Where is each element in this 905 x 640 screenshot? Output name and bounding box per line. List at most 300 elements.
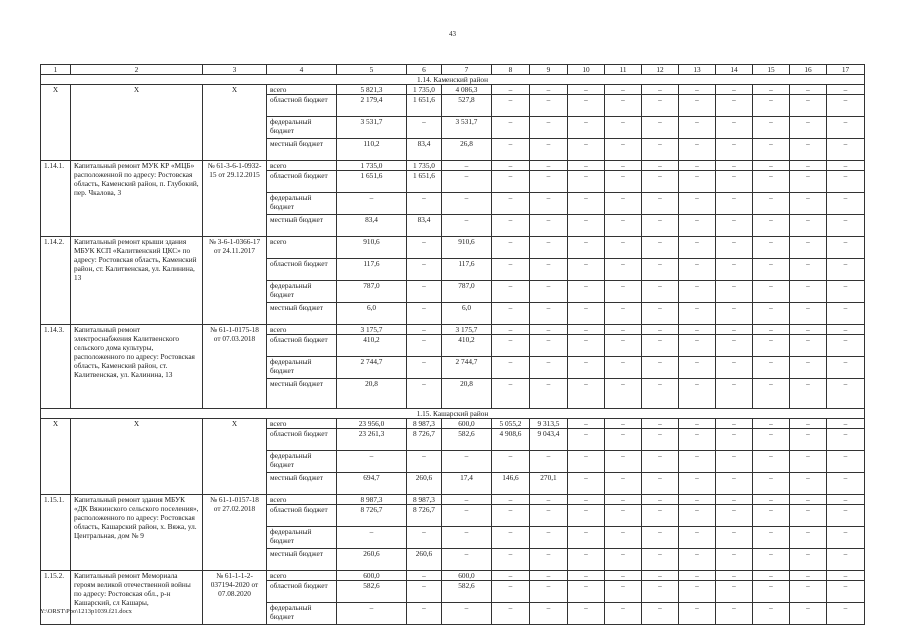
- value-c12: –: [642, 419, 679, 429]
- value-c17: –: [827, 139, 865, 161]
- value-c5: 5 821,3: [337, 85, 407, 95]
- value-c15: –: [753, 419, 790, 429]
- value-c7: 17,4: [442, 473, 492, 495]
- value-c9: –: [530, 603, 568, 625]
- item-number: 1.15.2.: [41, 571, 71, 625]
- value-c12: –: [642, 527, 679, 549]
- value-c6: 260,6: [407, 473, 442, 495]
- value-c6: 1 651,6: [407, 171, 442, 193]
- object-description: Капитальный ремонт Мемориала героям великой отечественной войны по адресу: Ростовская обл., р-н Кашарский, сл Кашары,: [71, 571, 203, 625]
- value-c8: –: [492, 193, 530, 215]
- column-number-4: 4: [267, 65, 337, 75]
- value-c17: –: [827, 419, 865, 429]
- object-description: Капитальный ремонт здания МБУК «ДК Вяжинского сельского поселения», расположенного по адресу: Ростовская область, Кашарский район, х. Вяжа, ул. Центральная, дом № 9: [71, 495, 203, 571]
- value-c11: –: [605, 303, 642, 325]
- document-reference: X: [203, 85, 267, 161]
- object-description: Капитальный ремонт крыши здания МБУК КСП «Калитвенский ЦКС» по адресу: Ростовская область, Каменский район, ст. Калитвенская, ул. Калинина, 13: [71, 237, 203, 325]
- value-c5: 23 261,3: [337, 429, 407, 451]
- value-c9: –: [530, 571, 568, 581]
- value-c16: –: [790, 419, 827, 429]
- budget-source: местный бюджет: [267, 549, 337, 571]
- value-c8: –: [492, 85, 530, 95]
- value-c16: –: [790, 85, 827, 95]
- value-c5: 3 175,7: [337, 325, 407, 335]
- value-c5: 787,0: [337, 281, 407, 303]
- column-number-17: 17: [827, 65, 865, 75]
- value-c9: –: [530, 505, 568, 527]
- value-c10: –: [568, 549, 605, 571]
- value-c7: 20,8: [442, 379, 492, 409]
- value-c7: –: [442, 215, 492, 237]
- value-c16: –: [790, 581, 827, 603]
- value-c12: –: [642, 335, 679, 357]
- value-c15: –: [753, 161, 790, 171]
- value-c14: –: [716, 527, 753, 549]
- value-c6: –: [407, 259, 442, 281]
- value-c10: –: [568, 303, 605, 325]
- value-c16: –: [790, 95, 827, 117]
- value-c16: –: [790, 259, 827, 281]
- value-c15: –: [753, 259, 790, 281]
- value-c12: –: [642, 95, 679, 117]
- value-c12: –: [642, 379, 679, 409]
- value-c17: –: [827, 171, 865, 193]
- value-c16: –: [790, 335, 827, 357]
- value-c17: –: [827, 193, 865, 215]
- value-c9: –: [530, 303, 568, 325]
- value-c6: –: [407, 193, 442, 215]
- value-c7: –: [442, 527, 492, 549]
- value-c15: –: [753, 95, 790, 117]
- value-c11: –: [605, 171, 642, 193]
- value-c11: –: [605, 95, 642, 117]
- value-c5: 117,6: [337, 259, 407, 281]
- value-c8: –: [492, 171, 530, 193]
- budget-source: областной бюджет: [267, 335, 337, 357]
- value-c11: –: [605, 419, 642, 429]
- value-c10: –: [568, 571, 605, 581]
- budget-source: всего: [267, 85, 337, 95]
- value-c9: 270,1: [530, 473, 568, 495]
- budget-source: местный бюджет: [267, 303, 337, 325]
- value-c11: –: [605, 581, 642, 603]
- value-c14: –: [716, 215, 753, 237]
- value-c17: –: [827, 505, 865, 527]
- value-c8: 5 055,2: [492, 419, 530, 429]
- document-reference: № 3-6-1-0366-17 от 24.11.2017: [203, 237, 267, 325]
- value-c11: –: [605, 85, 642, 95]
- value-c10: –: [568, 473, 605, 495]
- value-c17: –: [827, 429, 865, 451]
- document-reference: X: [203, 419, 267, 495]
- value-c9: 9 043,4: [530, 429, 568, 451]
- value-c13: –: [679, 117, 716, 139]
- value-c8: –: [492, 549, 530, 571]
- value-c15: –: [753, 549, 790, 571]
- value-c11: –: [605, 473, 642, 495]
- value-c14: –: [716, 139, 753, 161]
- value-c15: –: [753, 193, 790, 215]
- budget-source: федеральный бюджет: [267, 117, 337, 139]
- value-c13: –: [679, 193, 716, 215]
- value-c16: –: [790, 527, 827, 549]
- value-c5: 2 179,4: [337, 95, 407, 117]
- object-description: X: [71, 85, 203, 161]
- value-c6: 8 726,7: [407, 505, 442, 527]
- value-c17: –: [827, 237, 865, 259]
- value-c9: –: [530, 117, 568, 139]
- document-reference: № 61-3-6-1-0932-15 от 29.12.2015: [203, 161, 267, 237]
- value-c13: –: [679, 495, 716, 505]
- value-c8: –: [492, 237, 530, 259]
- budget-source: всего: [267, 495, 337, 505]
- value-c5: 260,6: [337, 549, 407, 571]
- value-c14: –: [716, 419, 753, 429]
- value-c13: –: [679, 85, 716, 95]
- budget-source: федеральный бюджет: [267, 357, 337, 379]
- value-c17: –: [827, 85, 865, 95]
- value-c17: –: [827, 303, 865, 325]
- budget-source: областной бюджет: [267, 95, 337, 117]
- value-c7: 582,6: [442, 429, 492, 451]
- budget-source: федеральный бюджет: [267, 281, 337, 303]
- value-c16: –: [790, 281, 827, 303]
- value-c6: –: [407, 603, 442, 625]
- value-c8: 4 908,6: [492, 429, 530, 451]
- value-c14: –: [716, 237, 753, 259]
- value-c17: –: [827, 495, 865, 505]
- object-description: X: [71, 419, 203, 495]
- column-number-row: [41, 65, 865, 75]
- value-c12: –: [642, 581, 679, 603]
- value-c15: –: [753, 451, 790, 473]
- column-number-5: 5: [337, 65, 407, 75]
- value-c15: –: [753, 429, 790, 451]
- value-c16: –: [790, 117, 827, 139]
- object-description: Капитальный ремонт МУК КР «МЦБ» расположенной по адресу: Ростовская область, Каменский район, п. Глубокий, пер. Чкалова, 3: [71, 161, 203, 237]
- value-c10: –: [568, 379, 605, 409]
- value-c11: –: [605, 527, 642, 549]
- value-c8: –: [492, 161, 530, 171]
- value-c15: –: [753, 379, 790, 409]
- value-c6: –: [407, 335, 442, 357]
- budget-source: местный бюджет: [267, 215, 337, 237]
- value-c6: 83,4: [407, 215, 442, 237]
- item-number: 1.14.1.: [41, 161, 71, 237]
- value-c6: 8 987,3: [407, 495, 442, 505]
- value-c7: 582,6: [442, 581, 492, 603]
- value-c14: –: [716, 171, 753, 193]
- budget-source: всего: [267, 325, 337, 335]
- value-c13: –: [679, 419, 716, 429]
- item-number: 1.14.3.: [41, 325, 71, 409]
- value-c8: –: [492, 325, 530, 335]
- value-c16: –: [790, 215, 827, 237]
- value-c6: 1 735,0: [407, 161, 442, 171]
- column-number-15: 15: [753, 65, 790, 75]
- column-number-11: 11: [605, 65, 642, 75]
- budget-source: местный бюджет: [267, 379, 337, 409]
- table-row: [41, 419, 865, 429]
- value-c17: –: [827, 473, 865, 495]
- value-c15: –: [753, 171, 790, 193]
- value-c9: –: [530, 527, 568, 549]
- value-c5: 410,2: [337, 335, 407, 357]
- value-c13: –: [679, 505, 716, 527]
- value-c17: –: [827, 549, 865, 571]
- value-c13: –: [679, 603, 716, 625]
- value-c12: –: [642, 571, 679, 581]
- item-number: X: [41, 85, 71, 161]
- value-c10: –: [568, 335, 605, 357]
- value-c14: –: [716, 549, 753, 571]
- value-c5: 1 651,6: [337, 171, 407, 193]
- value-c6: –: [407, 237, 442, 259]
- value-c12: –: [642, 171, 679, 193]
- value-c6: –: [407, 379, 442, 409]
- value-c16: –: [790, 303, 827, 325]
- value-c12: –: [642, 495, 679, 505]
- value-c5: 600,0: [337, 571, 407, 581]
- column-number-3: 3: [203, 65, 267, 75]
- value-c13: –: [679, 451, 716, 473]
- value-c15: –: [753, 571, 790, 581]
- value-c16: –: [790, 505, 827, 527]
- value-c16: –: [790, 193, 827, 215]
- value-c13: –: [679, 581, 716, 603]
- value-c7: 4 086,3: [442, 85, 492, 95]
- value-c8: –: [492, 139, 530, 161]
- value-c10: –: [568, 495, 605, 505]
- value-c13: –: [679, 95, 716, 117]
- value-c14: –: [716, 495, 753, 505]
- value-c7: –: [442, 505, 492, 527]
- value-c12: –: [642, 117, 679, 139]
- value-c11: –: [605, 357, 642, 379]
- budget-source: федеральный бюджет: [267, 193, 337, 215]
- value-c6: 1 735,0: [407, 85, 442, 95]
- value-c6: –: [407, 281, 442, 303]
- value-c8: –: [492, 379, 530, 409]
- value-c17: –: [827, 527, 865, 549]
- value-c7: –: [442, 193, 492, 215]
- budget-source: областной бюджет: [267, 429, 337, 451]
- value-c16: –: [790, 237, 827, 259]
- value-c5: 910,6: [337, 237, 407, 259]
- value-c13: –: [679, 171, 716, 193]
- value-c13: –: [679, 549, 716, 571]
- value-c14: –: [716, 85, 753, 95]
- column-number-9: 9: [530, 65, 568, 75]
- page-number: 43: [449, 30, 456, 38]
- value-c16: –: [790, 161, 827, 171]
- value-c13: –: [679, 429, 716, 451]
- value-c6: –: [407, 451, 442, 473]
- value-c7: –: [442, 603, 492, 625]
- value-c16: –: [790, 429, 827, 451]
- value-c5: 8 987,3: [337, 495, 407, 505]
- value-c8: 146,6: [492, 473, 530, 495]
- value-c13: –: [679, 237, 716, 259]
- value-c17: –: [827, 379, 865, 409]
- value-c13: –: [679, 139, 716, 161]
- value-c8: –: [492, 451, 530, 473]
- value-c17: –: [827, 451, 865, 473]
- budget-source: областной бюджет: [267, 581, 337, 603]
- value-c6: 8 726,7: [407, 429, 442, 451]
- value-c8: –: [492, 215, 530, 237]
- value-c11: –: [605, 215, 642, 237]
- value-c14: –: [716, 357, 753, 379]
- value-c15: –: [753, 139, 790, 161]
- value-c6: 260,6: [407, 549, 442, 571]
- value-c8: –: [492, 527, 530, 549]
- value-c17: –: [827, 357, 865, 379]
- value-c14: –: [716, 193, 753, 215]
- value-c9: –: [530, 215, 568, 237]
- value-c11: –: [605, 237, 642, 259]
- value-c6: 8 987,3: [407, 419, 442, 429]
- value-c16: –: [790, 171, 827, 193]
- value-c6: –: [407, 357, 442, 379]
- value-c9: –: [530, 451, 568, 473]
- value-c13: –: [679, 259, 716, 281]
- value-c7: –: [442, 549, 492, 571]
- budget-source: всего: [267, 237, 337, 259]
- value-c7: 600,0: [442, 571, 492, 581]
- value-c11: –: [605, 549, 642, 571]
- column-number-10: 10: [568, 65, 605, 75]
- value-c6: –: [407, 571, 442, 581]
- column-number-13: 13: [679, 65, 716, 75]
- value-c15: –: [753, 335, 790, 357]
- item-number: X: [41, 419, 71, 495]
- value-c6: –: [407, 527, 442, 549]
- value-c6: –: [407, 581, 442, 603]
- value-c17: –: [827, 571, 865, 581]
- value-c15: –: [753, 117, 790, 139]
- value-c12: –: [642, 357, 679, 379]
- column-number-8: 8: [492, 65, 530, 75]
- value-c9: 9 313,5: [530, 419, 568, 429]
- budget-source: федеральный бюджет: [267, 451, 337, 473]
- value-c17: –: [827, 603, 865, 625]
- value-c15: –: [753, 215, 790, 237]
- value-c9: –: [530, 259, 568, 281]
- value-c12: –: [642, 193, 679, 215]
- value-c15: –: [753, 603, 790, 625]
- value-c7: –: [442, 451, 492, 473]
- value-c6: –: [407, 303, 442, 325]
- section-title-row: [41, 75, 865, 85]
- column-number-6: 6: [407, 65, 442, 75]
- value-c10: –: [568, 161, 605, 171]
- value-c17: –: [827, 325, 865, 335]
- value-c8: –: [492, 495, 530, 505]
- value-c11: –: [605, 505, 642, 527]
- value-c7: 3 175,7: [442, 325, 492, 335]
- value-c11: –: [605, 139, 642, 161]
- section-title: 1.14. Каменский район: [41, 75, 865, 85]
- value-c11: –: [605, 281, 642, 303]
- value-c14: –: [716, 281, 753, 303]
- value-c17: –: [827, 215, 865, 237]
- value-c9: –: [530, 95, 568, 117]
- value-c14: –: [716, 335, 753, 357]
- value-c7: –: [442, 171, 492, 193]
- value-c17: –: [827, 95, 865, 117]
- value-c14: –: [716, 259, 753, 281]
- value-c12: –: [642, 281, 679, 303]
- value-c16: –: [790, 379, 827, 409]
- value-c13: –: [679, 215, 716, 237]
- item-number: 1.15.1.: [41, 495, 71, 571]
- budget-source: всего: [267, 571, 337, 581]
- object-description: Капитальный ремонт электроснабжения Калитвенского сельского дома культуры, расположенного по адресу: Ростовская область, Каменский район, ст. Калитвенская, ул. Калинина, 13: [71, 325, 203, 409]
- value-c15: –: [753, 581, 790, 603]
- value-c14: –: [716, 429, 753, 451]
- value-c12: –: [642, 325, 679, 335]
- value-c14: –: [716, 505, 753, 527]
- value-c6: –: [407, 325, 442, 335]
- value-c7: 527,8: [442, 95, 492, 117]
- value-c10: –: [568, 215, 605, 237]
- value-c5: 1 735,0: [337, 161, 407, 171]
- value-c15: –: [753, 325, 790, 335]
- value-c17: –: [827, 581, 865, 603]
- value-c8: –: [492, 281, 530, 303]
- value-c5: 6,0: [337, 303, 407, 325]
- value-c10: –: [568, 357, 605, 379]
- value-c12: –: [642, 505, 679, 527]
- value-c9: –: [530, 237, 568, 259]
- value-c13: –: [679, 325, 716, 335]
- value-c8: –: [492, 505, 530, 527]
- value-c12: –: [642, 237, 679, 259]
- value-c10: –: [568, 259, 605, 281]
- value-c12: –: [642, 161, 679, 171]
- value-c9: –: [530, 139, 568, 161]
- budget-source: всего: [267, 419, 337, 429]
- value-c14: –: [716, 325, 753, 335]
- value-c7: 3 531,7: [442, 117, 492, 139]
- value-c8: –: [492, 571, 530, 581]
- value-c14: –: [716, 451, 753, 473]
- value-c16: –: [790, 139, 827, 161]
- value-c5: –: [337, 451, 407, 473]
- value-c10: –: [568, 505, 605, 527]
- value-c7: –: [442, 495, 492, 505]
- value-c14: –: [716, 571, 753, 581]
- value-c11: –: [605, 325, 642, 335]
- value-c12: –: [642, 215, 679, 237]
- value-c7: 410,2: [442, 335, 492, 357]
- value-c10: –: [568, 419, 605, 429]
- value-c13: –: [679, 527, 716, 549]
- value-c16: –: [790, 495, 827, 505]
- value-c10: –: [568, 237, 605, 259]
- value-c16: –: [790, 571, 827, 581]
- value-c14: –: [716, 473, 753, 495]
- budget-source: местный бюджет: [267, 473, 337, 495]
- value-c10: –: [568, 193, 605, 215]
- value-c15: –: [753, 527, 790, 549]
- value-c13: –: [679, 303, 716, 325]
- value-c7: 6,0: [442, 303, 492, 325]
- value-c5: 8 726,7: [337, 505, 407, 527]
- value-c14: –: [716, 117, 753, 139]
- value-c8: –: [492, 117, 530, 139]
